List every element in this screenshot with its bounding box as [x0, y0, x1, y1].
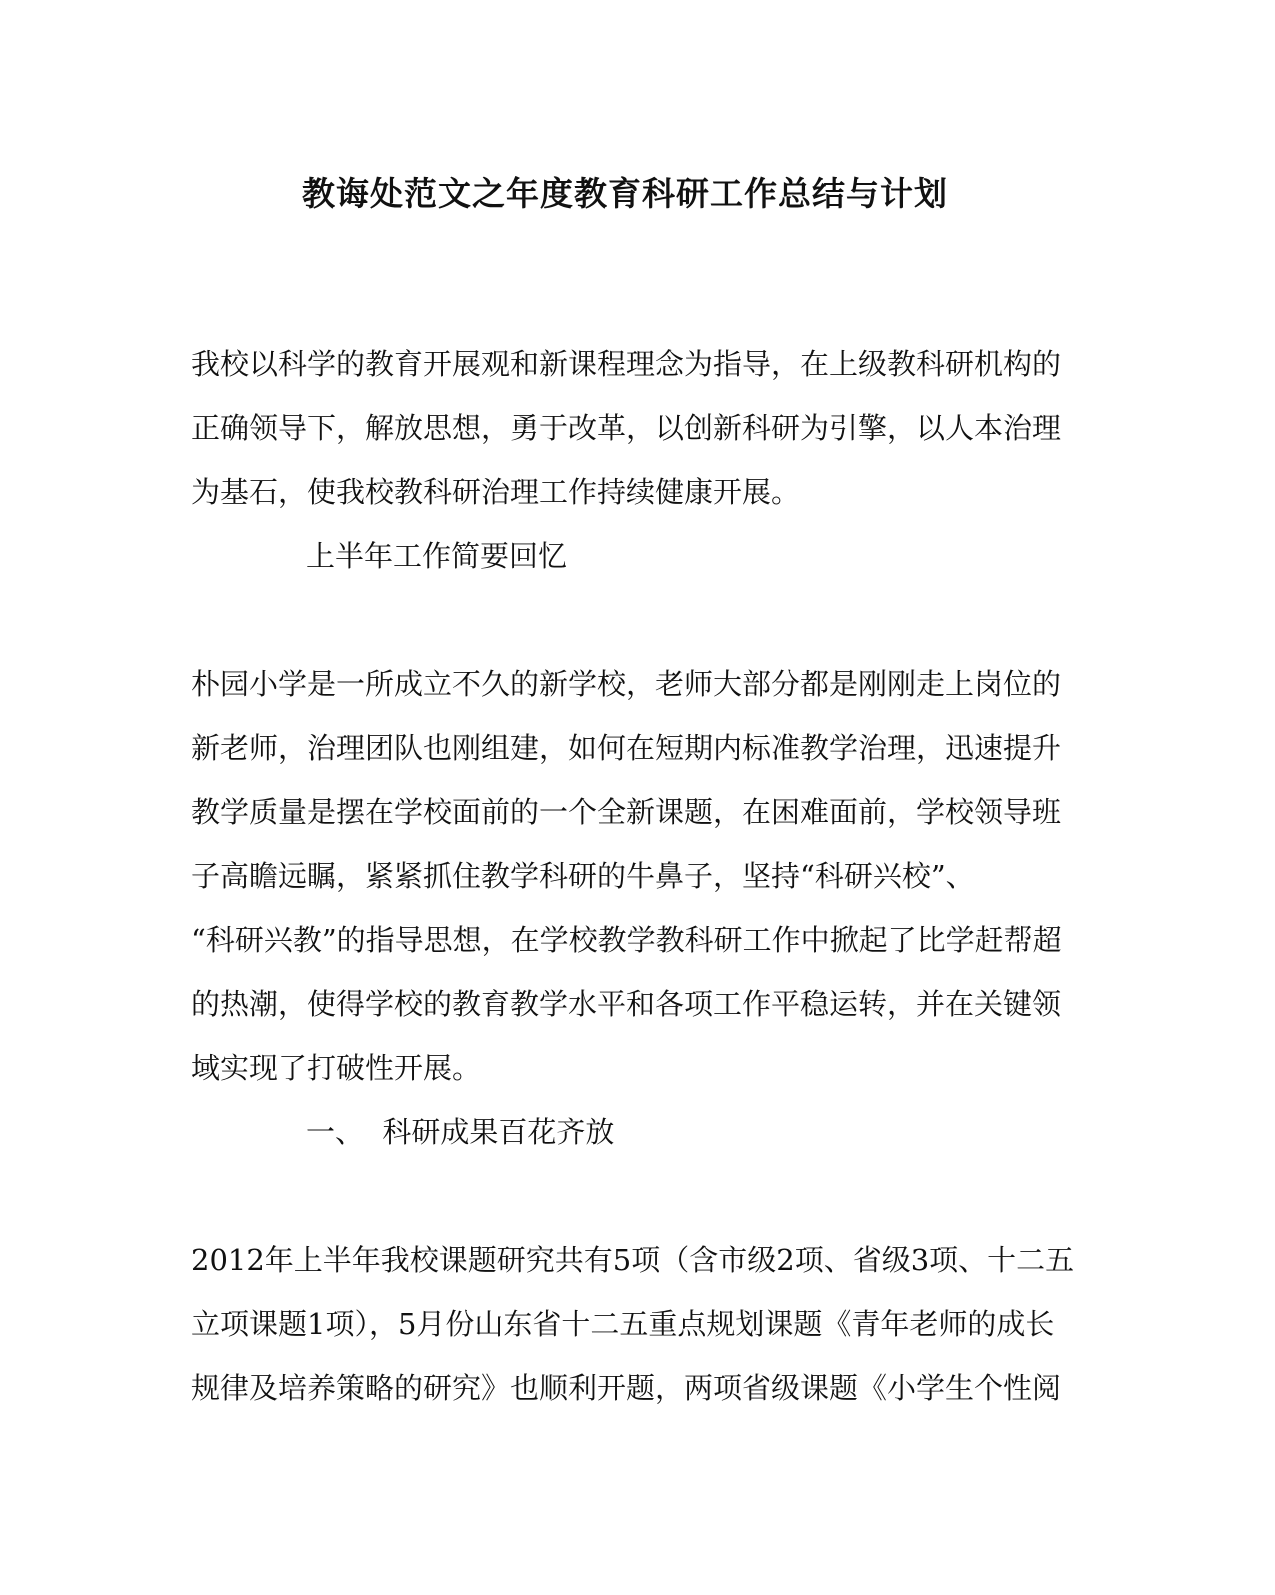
results-line: 2012年上半年我校课题研究共有5项（含市级2项、省级3项、十二五: [191, 1243, 1075, 1277]
intro-line: 我校以科学的教育开展观和新课程理念为指导，在上级教科研机构的: [191, 347, 1062, 381]
document-title: 教诲处范文之年度教育科研工作总结与计划: [302, 174, 948, 213]
review-line: “科研兴教”的指导思想，在学校教学教科研工作中掀起了比学赶帮超: [191, 923, 1062, 957]
review-line: 子高瞻远瞩，紧紧抓住教学科研的牛鼻子，坚持“科研兴校”、: [191, 859, 975, 893]
intro-line: 正确领导下，解放思想，勇于改革，以创新科研为引擎，以人本治理: [191, 411, 1062, 445]
review-line: 新老师，治理团队也刚组建，如何在短期内标准教学治理，迅速提升: [191, 731, 1062, 765]
intro-line: 为基石，使我校教科研治理工作持续健康开展。: [191, 475, 801, 509]
results-line: 立项课题1项），5月份山东省十二五重点规划课题《青年老师的成长: [191, 1307, 1055, 1341]
section-review-heading: 上半年工作简要回忆: [306, 539, 568, 573]
review-line: 朴园小学是一所成立不久的新学校，老师大部分都是刚刚走上岗位的: [191, 667, 1062, 701]
review-line: 教学质量是摆在学校面前的一个全新课题，在困难面前，学校领导班: [191, 795, 1062, 829]
review-line: 域实现了打破性开展。: [191, 1051, 482, 1085]
review-line: 的热潮，使得学校的教育教学水平和各项工作平稳运转，并在关键领: [191, 987, 1062, 1021]
results-line: 规律及培养策略的研究》也顺利开题，两项省级课题《小学生个性阅: [191, 1371, 1062, 1405]
section-one-heading: 一、 科研成果百花齐放: [306, 1115, 615, 1149]
